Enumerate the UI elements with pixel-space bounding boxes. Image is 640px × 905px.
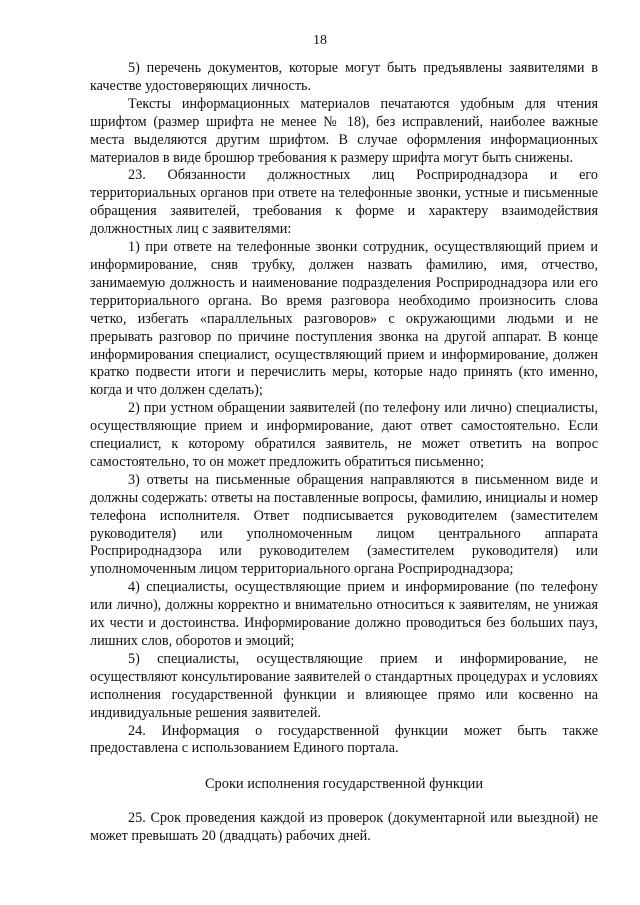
paragraph-25-inspection-term: 25. Срок проведения каждой из проверок (документарной или выездной) не может превышать 20 (двадцать) рабочих дней. <box>90 810 598 845</box>
paragraph-duty-4-conduct: 4) специалисты, осуществляющие прием и информирование (по телефону или лично), должны корректно и внимательно относиться к заявителям, не унижая их чести и достоинства. Информирование должно проводиться без больших пауз, лишних слов, оборотов и эмоций; <box>90 579 598 649</box>
paragraph-duty-2-oral-requests: 2) при устном обращении заявителей (по телефону или лично) специалисты, осуществляющие прием и информирование, дают ответ самостоятельно. Если специалист, к которому обратился заявитель, не может ответить на вопрос самостоятельно, то он может предложить обратиться письменно; <box>90 400 598 470</box>
page-number: 18 <box>313 33 327 48</box>
paragraph-duty-5-no-consulting: 5) специалисты, осуществляющие прием и информирование, не осуществляют консультирование заявителей о стандартных процедурах и условиях исполнения государственной функции и влияющее прямо или косвенно на индивидуальные решения заявителей. <box>90 650 598 721</box>
section-heading: Сроки исполнения государственной функции <box>204 776 484 793</box>
document-body <box>90 60 598 846</box>
paragraph-23-duties: 23. Обязанности должностных лиц Росприроднадзора и его территориальных органов при ответе на телефонные звонки, устные и письменные обращения заявителей, требования к форме и характеру взаимодействия должностных лиц с заявителями: <box>90 167 598 238</box>
paragraph-duty-3-written-requests: 3) ответы на письменные обращения направляются в письменном виде и должны содержать: ответы на поставленные вопросы, фамилию, инициалы и номер телефона исполнителя. Ответ подписывается руководителем (заместителем руководителя) или уполномоченным лицом центрального аппарата Росприроднадзора или руководителем (заместителем руководителя) или уполномоченным лицом территориального органа Росприроднадзора; <box>90 471 598 578</box>
paragraph-font-requirements: Тексты информационных материалов печатаются удобным для чтения шрифтом (размер шрифта не менее № 18), без исправлений, наиболее важные места выделяются другим шрифтом. В случае оформления информационных материалов в виде брошюр требования к размеру шрифта могут быть снижены. <box>90 95 598 166</box>
paragraph-24-unified-portal: 24. Информация о государственной функции может быть также предоставлена с использованием Единого портала. <box>90 722 598 757</box>
paragraph-duty-1-phone-calls: 1) при ответе на телефонные звонки сотрудник, осуществляющий прием и информирование, сняв трубку, должен назвать фамилию, имя, отчество, занимаемую должность и наименование подразделения Росприроднадзора или его территориального органа. Во время разговора необходимо произносить слова четко, избегать «параллельных разговоров» с окружающими людьми и не прерывать разговор по причине поступления звонка на другой аппарат. В конце информирования специалист, осуществляющий прием и информирование, должен кратко подвести итоги и перечислить меры, которые надо принять (кто именно, когда и что должен сделать); <box>90 239 598 399</box>
paragraph-5-documents-list: 5) перечень документов, которые могут быть предъявлены заявителями в качестве удостоверяющих личность. <box>90 60 598 94</box>
